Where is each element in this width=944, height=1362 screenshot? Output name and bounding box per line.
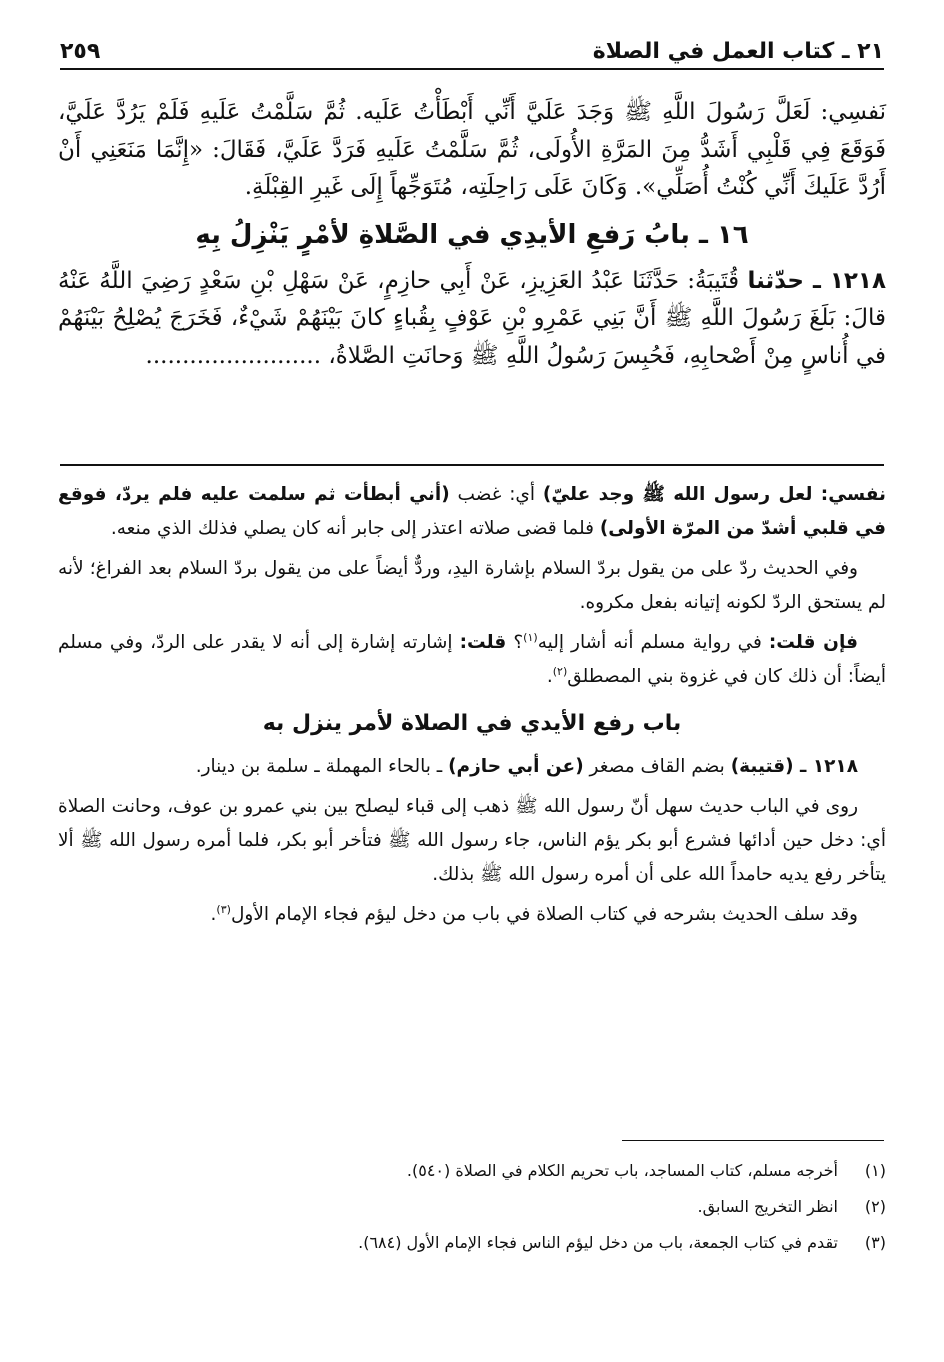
commentary-text: وقد سلف الحديث بشرحه في كتاب الصلاة في باب من دخل ليؤم فجاء الإمام الأول xyxy=(230,904,858,925)
footnote-ref[interactable]: (٢) xyxy=(552,664,568,678)
footnotes xyxy=(58,1153,886,1261)
commentary-text: أي: غضب xyxy=(449,484,543,505)
commentary-paragraph xyxy=(58,898,886,932)
commentary-text: . xyxy=(546,666,553,687)
chapter-title: ١٦ ـ بابُ رَفعِ الأيدِي في الصَّلاةِ لأمْرٍ يَنْزِلُ بِهِ xyxy=(195,219,749,250)
commentary-paragraph: وفي الحديث ردّ على من يقول بردّ السلام بإشارة اليدِ، وردٌّ أيضاً على من يقول بردّ السلام بعد الفراغ؛ لأنه لم يستحق الردّ لكونه إتيانه بفعل مكروه. xyxy=(58,558,886,613)
commentary-text: إشارته إشارة إلى أنه لا يقدر على الردّ، وفي مسلم أيضاً: أن ذلك كان في غزوة بني المصطلق xyxy=(58,632,886,687)
commentary-text: ـ بالحاء المهملة ـ سلمة بن دينار. xyxy=(195,756,449,777)
footnote-ref[interactable]: (١) xyxy=(523,630,538,644)
footnote-mark: (٢) xyxy=(864,1197,886,1216)
commentary-text: في رواية مسلم أنه أشار إليه xyxy=(537,632,769,653)
continuation-dots: ........................ xyxy=(145,342,322,369)
commentary-paragraph: روى في الباب حديث سهل أنّ رسول الله ﷺ ذهب إلى قباء ليصلح بين بني عمرو بن عوف، وحانت الصلاة أي: دخل حين أدائها فشرع أبو بكر يؤم الناس، جاء رسول الله ﷺ فتأخر أبو بكر، فلما أمره رسول الله ﷺ ألا يتأخر رفع يديه حامداً الله على أن أمره رسول الله ﷺ بذلك. xyxy=(58,796,886,885)
footnote-mark: (١) xyxy=(864,1161,886,1180)
footnote-ref[interactable]: (٣) xyxy=(216,902,231,916)
section-divider xyxy=(60,464,884,466)
quoted-text: نفسي: لعل رسول الله ﷺ وجد عليّ) xyxy=(542,484,886,505)
footnote-text: تقدم في كتاب الجمعة، باب من دخل ليؤم الناس فجاء الإمام الأول (٦٨٤). xyxy=(358,1233,838,1252)
commentary-text: بضم القاف مصغر xyxy=(583,756,731,777)
running-header xyxy=(60,30,884,70)
quoted-text: (أني أبطأت ثم سلمت عليه فلم يردّ، فوقع في قلبي أشدّ من المرّة الأولى) xyxy=(58,484,886,539)
commentary-text: ؟ xyxy=(506,632,524,653)
hadith-body: قُتَيبَةُ: حَدَّثَنَا عَبْدُ العَزِيزِ، عَنْ أَبِي حازِمٍ، عَنْ سَهْلِ بْنِ سَعْدٍ رَضِيَ اللَّهُ عَنْهُ قالَ: بَلَغَ رَسُولَ اللَّهِ ﷺ أَنَّ بَنِي عَمْرِو بْنِ عَوْفٍ بِقُباءٍ كانَ بَيْنَهُمْ شَيْءٌ، فَخَرَجَ يُصْلِحُ بَيْنَهُمْ في أُناسٍ مِنْ أَصْحابِهِ، فَحُبِسَ رَسُولُ اللَّهِ ﷺ وَحانَتِ الصَّلاةُ، xyxy=(58,267,886,369)
footnote-text: أخرجه مسلم، كتاب المساجد، باب تحريم الكلام في الصلاة (٥٤٠). xyxy=(406,1161,838,1180)
footnote-mark: (٣) xyxy=(864,1233,886,1252)
hadith-paragraph xyxy=(58,263,886,376)
footnote-item xyxy=(58,1225,886,1261)
commentary-paragraph xyxy=(58,750,886,784)
footnote-text: انظر التخريج السابق. xyxy=(697,1197,838,1216)
hadith-number: ١٢١٨ ـ حدّثنا xyxy=(747,267,886,294)
footnote-divider xyxy=(622,1140,884,1141)
answer-marker: قلت: xyxy=(459,632,507,653)
footnote-item xyxy=(58,1189,886,1225)
running-title: ٢١ ـ كتاب العمل في الصلاة xyxy=(592,39,884,64)
commentary-text: . xyxy=(210,904,217,925)
quoted-text: (عن أبي حازم) xyxy=(448,756,584,777)
question-marker: فإن قلت: xyxy=(768,632,858,653)
commentary-text: فلما قضى صلاته اعتذر إلى جابر أنه كان يصلي فذلك الذي منعه. xyxy=(110,518,600,539)
commentary-paragraph xyxy=(58,626,886,694)
commentary-paragraph xyxy=(58,478,886,546)
page-number: ٢٥٩ xyxy=(60,39,101,64)
commentary-heading: باب رفع الأيدي في الصلاة لأمر ينزل به xyxy=(262,711,682,736)
hadith-paragraph: نَفسِي: لَعَلَّ رَسُولَ اللَّهِ ﷺ وَجَدَ عَلَيَّ أَنِّي أَبْطَأْتُ عَلَيه. ثُمَّ سَلَّمْتُ عَلَيهِ فَلَمْ يَرُدَّ عَلَيَّ، فَوَقَعَ فِي قَلْبِي أَشَدُّ مِنَ المَرَّةِ الأُولَى، ثُمَّ سَلَّمْتُ عَلَيهِ فَرَدَّ عَلَيَّ، فَقَالَ: «إِنَّمَا مَنَعَنِي أَنْ أَرُدَّ عَلَيكَ أَنِّي كُنْتُ أُصَلِّي». وَكَانَ عَلَى رَاحِلَتِه، مُتَوَجِّهاً إِلَى غَيرِ القِبْلَةِ. xyxy=(58,99,886,200)
hadith-text-block xyxy=(58,94,886,375)
hadith-reference: ١٢١٨ ـ (قتيبة) xyxy=(730,756,858,777)
commentary-block xyxy=(58,478,886,938)
footnote-item xyxy=(58,1153,886,1189)
